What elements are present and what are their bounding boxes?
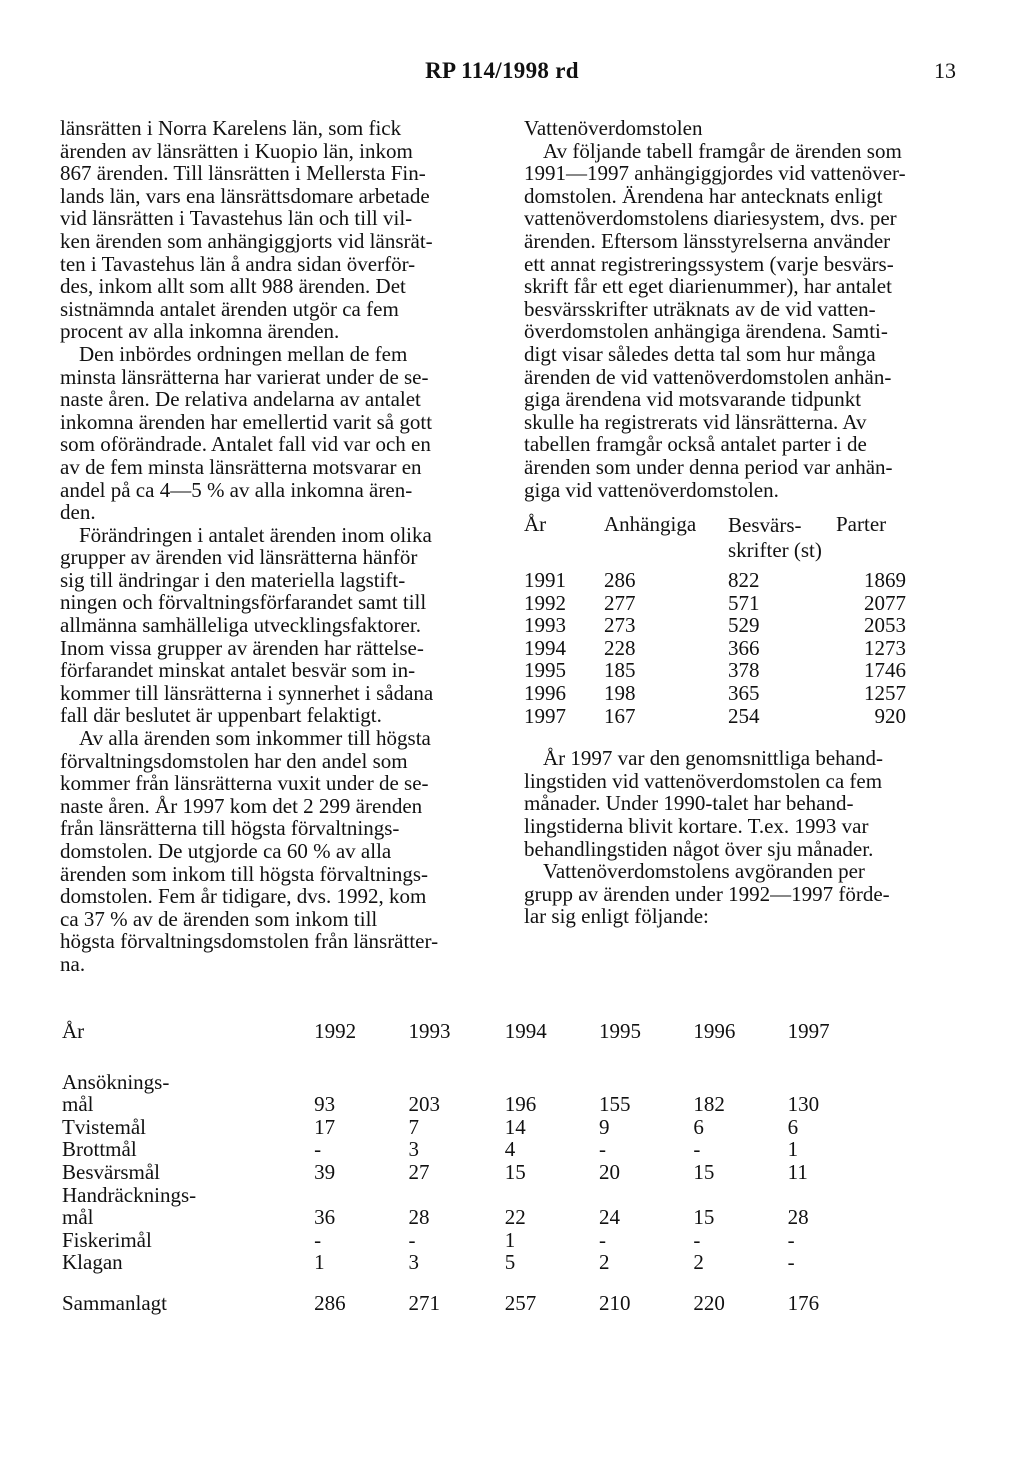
table-cell: 1 <box>314 1250 325 1275</box>
text-line: fall där beslutet är uppenbart felaktigt. <box>60 703 382 728</box>
table-row <box>62 1184 882 1229</box>
table-cell: 4 <box>504 1137 516 1162</box>
table-cell: 920 <box>874 703 906 728</box>
table-cell: 15 <box>693 1205 715 1230</box>
page-number: 13 <box>934 58 956 83</box>
table-cell: 6 <box>693 1114 704 1139</box>
right-column <box>524 117 956 928</box>
text-line: ten i Tavastehus län å andra sidan överför- <box>60 251 416 276</box>
text-line: den. <box>60 500 96 525</box>
table-cell: 365 <box>728 681 760 706</box>
text-line: grupper av ärenden vid länsrätterna hänför <box>60 545 418 570</box>
right-outro-text <box>524 747 956 928</box>
text-line: månader. Under 1990-talet har behand- <box>524 791 854 816</box>
header-label: År <box>62 1019 85 1043</box>
row-label-line1: Ansöknings- <box>62 1069 170 1094</box>
table-cell: 277 <box>604 590 636 615</box>
row-label-line1: Tvistemål <box>62 1114 146 1139</box>
table-cell: 1 <box>787 1137 799 1162</box>
row-label-line1: Klagan <box>62 1250 123 1275</box>
header-parties: Parter <box>836 512 887 537</box>
table-cell: 203 <box>408 1092 440 1117</box>
text-line: ningen och förvaltningsförfarandet samt till <box>60 590 427 615</box>
table-cell: 1992 <box>524 590 566 615</box>
text-line: högsta förvaltningsdomstolen från länsrätter- <box>60 929 439 954</box>
text-line: förfarandet minskat antalet besvär som in- <box>60 658 416 683</box>
table-cell: 529 <box>728 613 760 638</box>
table-cell: 17 <box>314 1114 336 1139</box>
row-label-line1: Brottmål <box>62 1137 137 1162</box>
table-cell: 2053 <box>864 613 906 638</box>
text-line: lingstiden vid vattenöverdomstolen ca fem <box>524 768 883 793</box>
text-line: av de fem minsta länsrätterna motsvarar en <box>60 454 422 479</box>
table-cell: 1997 <box>524 703 566 728</box>
header-year: År <box>524 512 547 537</box>
text-line: minsta länsrätterna har varierat under de se- <box>60 364 429 389</box>
text-line: År 1997 var den genomsnittliga behand- <box>543 746 883 771</box>
text-line: från länsrätterna till högsta förvaltnings- <box>60 816 400 841</box>
table-row <box>524 592 956 615</box>
table-cell: 28 <box>787 1205 809 1230</box>
text-line: procent av alla inkomna ärenden. <box>60 319 340 344</box>
table-header-row <box>524 513 956 563</box>
text-line: skrift får ett eget diarienummer), har antalet <box>524 274 892 299</box>
text-line: besvärsskrifter uträknats av de vid vatten- <box>524 296 876 321</box>
table-cell: 7 <box>408 1114 419 1139</box>
table-cell: 1994 <box>524 635 566 660</box>
header-year: 1994 <box>504 1019 547 1043</box>
table-cell: 286 <box>604 568 636 593</box>
text-line: ärenden som under denna period var anhän- <box>524 454 893 479</box>
header-year: 1997 <box>787 1019 830 1043</box>
table-cell: 1996 <box>524 681 566 706</box>
text-line: domstolen. Ärendena har antecknats enligt <box>524 183 883 208</box>
table-cell: 3 <box>408 1250 419 1275</box>
row-label-line2: mål <box>62 1205 94 1230</box>
text-line: ärenden som inkom till högsta förvaltnings- <box>60 861 429 886</box>
text-line: Förändringen i antalet ärenden inom olika <box>79 522 432 547</box>
table-row <box>524 659 956 682</box>
table-cell: 198 <box>604 681 636 706</box>
table-cell: 228 <box>604 635 636 660</box>
text-line: domstolen. De utgjorde ca 60 % av alla <box>60 839 392 863</box>
table-cell: - <box>314 1227 322 1252</box>
table-cell: 1995 <box>524 658 566 683</box>
text-line: länsrätten i Norra Karelens län, som fick <box>60 116 402 140</box>
table-cell: 130 <box>787 1092 820 1117</box>
text-line: grupp av ärenden under 1992—1997 förde- <box>524 881 890 906</box>
table-cell: 11 <box>787 1159 808 1184</box>
total-row <box>62 1292 882 1315</box>
table-cell: 155 <box>599 1092 631 1117</box>
total-value: 210 <box>599 1290 631 1315</box>
text-line: naste åren. År 1997 kom det 2 299 ärenden <box>60 793 423 818</box>
text-line: lar sig enligt följande: <box>524 904 709 929</box>
table-cell: 2 <box>599 1250 610 1275</box>
text-line: ärenden. Eftersom länsstyrelserna använder <box>524 228 891 253</box>
table-cell: 1 <box>504 1227 516 1252</box>
table-cell: 3 <box>408 1137 419 1162</box>
table-cell: 39 <box>314 1159 336 1184</box>
table-row <box>62 1071 882 1116</box>
text-line: giga vid vattenöverdomstolen. <box>524 477 779 502</box>
table-row <box>62 1138 882 1161</box>
text-line: överdomstolen anhängiga ärendena. Samti- <box>524 319 888 344</box>
row-label <box>62 1138 314 1161</box>
text-line: Av alla ärenden som inkommer till högsta <box>79 726 431 751</box>
pending-cases-table <box>524 513 956 727</box>
table-cell: - <box>314 1137 322 1162</box>
text-line: inkomna ärenden har emellertid varit så gott <box>60 409 433 434</box>
table-cell: 9 <box>599 1114 610 1139</box>
header-appeals <box>728 513 836 563</box>
table-cell: 27 <box>408 1159 430 1184</box>
text-line: giga ärendena vid motsvarande tidpunkt <box>524 387 862 412</box>
table-cell: 167 <box>604 703 636 728</box>
text-line: ärenden de vid vattenöverdomstolen anhän- <box>524 364 892 389</box>
text-line: lingstiderna blivit kortare. T.ex. 1993 var <box>524 814 869 839</box>
table-row <box>524 569 956 592</box>
table-cell: - <box>787 1250 795 1275</box>
table-cell: 93 <box>314 1092 336 1117</box>
header-year: 1993 <box>408 1019 451 1043</box>
text-line: behandlingstiden något över sju månader. <box>524 836 874 861</box>
text-line: skulle ha registrerats vid länsrätterna. Av <box>524 409 867 434</box>
table-cell: 182 <box>693 1092 725 1117</box>
header-year: 1992 <box>314 1019 357 1043</box>
table-cell: 24 <box>599 1205 621 1230</box>
text-line: ca 37 % av de ärenden som inkom till <box>60 906 378 931</box>
text-line: na. <box>60 951 86 976</box>
row-label <box>62 1229 314 1252</box>
row-label-line1: Handräcknings- <box>62 1182 197 1207</box>
table-cell: 36 <box>314 1205 336 1230</box>
table-cell: 5 <box>504 1250 516 1275</box>
text-line: vattenöverdomstolens diariesystem, dvs. per <box>524 206 897 231</box>
table-body <box>524 569 956 727</box>
table-cell: 1273 <box>864 635 906 660</box>
table-cell: 366 <box>728 635 760 660</box>
table-cell: 15 <box>504 1159 526 1184</box>
table-cell: - <box>408 1227 416 1252</box>
left-column <box>60 117 495 976</box>
text-line: som oförändrade. Antalet fall vid var och en <box>60 432 431 457</box>
table-row <box>62 1161 882 1184</box>
text-line: sistnämnda antalet ärenden utgör ca fem <box>60 296 399 321</box>
table-cell: 273 <box>604 613 636 638</box>
table-cell: 2 <box>693 1250 704 1275</box>
text-line: kommer från länsrätterna vuxit under de se- <box>60 771 429 796</box>
row-label <box>62 1071 314 1116</box>
total-label: Sammanlagt <box>62 1290 167 1315</box>
text-line: Den inbördes ordningen mellan de fem <box>79 341 408 366</box>
row-label <box>62 1251 314 1274</box>
table-cell: 28 <box>408 1205 430 1230</box>
table-cell: - <box>693 1227 701 1252</box>
table-cell: 15 <box>693 1159 715 1184</box>
page-header-title: RP 114/1998 rd <box>425 58 579 83</box>
table-cell: - <box>787 1227 795 1252</box>
table-row <box>524 682 956 705</box>
section-heading: Vattenöverdomstolen <box>524 116 703 140</box>
table-cell: 1991 <box>524 568 566 593</box>
right-intro-text <box>524 140 956 502</box>
text-line: Vattenöverdomstolens avgöranden per <box>543 859 865 884</box>
total-value: 220 <box>693 1290 725 1315</box>
text-line: ärenden av länsrätten i Kuopio län, inkom <box>60 138 413 163</box>
table-cell: 1746 <box>864 658 906 683</box>
text-line: des, inkom allt som allt 988 ärenden. Det <box>60 274 406 299</box>
text-line: kommer till länsrätterna i synnerhet i sådana <box>60 680 434 705</box>
header-pending: Anhängiga <box>604 512 697 537</box>
text-line: lands län, vars ena länsrättsdomare arbetade <box>60 183 430 208</box>
table-cell: 822 <box>728 568 760 593</box>
text-line: digt visar således detta tal som hur många <box>524 341 876 366</box>
total-value: 271 <box>408 1290 440 1315</box>
text-line: sig till ändringar i den materiella lagstift- <box>60 567 406 592</box>
text-line: naste åren. De relativa andelarna av antalet <box>60 387 421 412</box>
header-year: 1995 <box>599 1019 642 1043</box>
table-cell: 6 <box>787 1114 799 1139</box>
text-line: andel på ca 4—5 % av alla inkomna ären- <box>60 477 413 502</box>
table-row <box>62 1229 882 1252</box>
table-cell: 1869 <box>864 568 906 593</box>
text-line: ett annat registreringssystem (varje besvärs- <box>524 251 894 276</box>
text-line: ken ärenden som anhängiggjorts vid länsrät- <box>60 228 433 253</box>
text-line: tabellen framgår också antalet parter i de <box>524 432 867 457</box>
table-cell: 1257 <box>864 681 906 706</box>
table-cell: 22 <box>504 1205 526 1230</box>
total-value: 257 <box>504 1290 537 1315</box>
total-value: 176 <box>787 1290 820 1315</box>
row-label <box>62 1116 314 1139</box>
decisions-table <box>62 1020 882 1315</box>
table-cell: - <box>693 1137 701 1162</box>
table-row <box>62 1116 882 1139</box>
table-row <box>62 1251 882 1274</box>
table-cell: 2077 <box>864 590 906 615</box>
table-cell: 14 <box>504 1114 526 1139</box>
table-cell: 1993 <box>524 613 566 638</box>
table-header-row <box>62 1020 882 1043</box>
row-label <box>62 1161 314 1184</box>
row-label-line2: mål <box>62 1092 94 1117</box>
table-cell: - <box>599 1227 607 1252</box>
row-label-line1: Besvärsmål <box>62 1159 160 1184</box>
table-row <box>524 705 956 728</box>
text-line: domstolen. Fem år tidigare, dvs. 1992, kom <box>60 884 427 909</box>
total-value: 286 <box>314 1290 346 1315</box>
text-line: allmänna samhälleliga utvecklingsfaktorer. <box>60 613 421 638</box>
row-label-line1: Fiskerimål <box>62 1227 152 1252</box>
text-line: 867 ärenden. Till länsrätten i Mellersta Fin- <box>60 161 426 186</box>
header-year: 1996 <box>693 1019 736 1043</box>
table-cell: 185 <box>604 658 636 683</box>
text-line: 1991—1997 anhängiggjordes vid vattenöver- <box>524 161 906 186</box>
table-cell: 571 <box>728 590 760 615</box>
text-line: Av följande tabell framgår de ärenden som <box>543 138 902 163</box>
header-appeals-line2: skrifter (st) <box>728 538 822 563</box>
text-line: förvaltningsdomstolen har den andel som <box>60 748 408 773</box>
table-row <box>524 614 956 637</box>
text-line: Inom vissa grupper av ärenden har rättelse- <box>60 635 424 660</box>
text-line: vid länsrätten i Tavastehus län och till vil- <box>60 206 413 231</box>
table-cell: 20 <box>599 1159 621 1184</box>
row-label <box>62 1184 314 1229</box>
table-cell: 378 <box>728 658 760 683</box>
header-appeals-line1: Besvärs- <box>728 513 802 538</box>
table-row <box>524 637 956 660</box>
table-cell: 196 <box>504 1092 537 1117</box>
table-cell: 254 <box>728 703 760 728</box>
table-cell: - <box>599 1137 607 1162</box>
table-body <box>62 1071 882 1274</box>
